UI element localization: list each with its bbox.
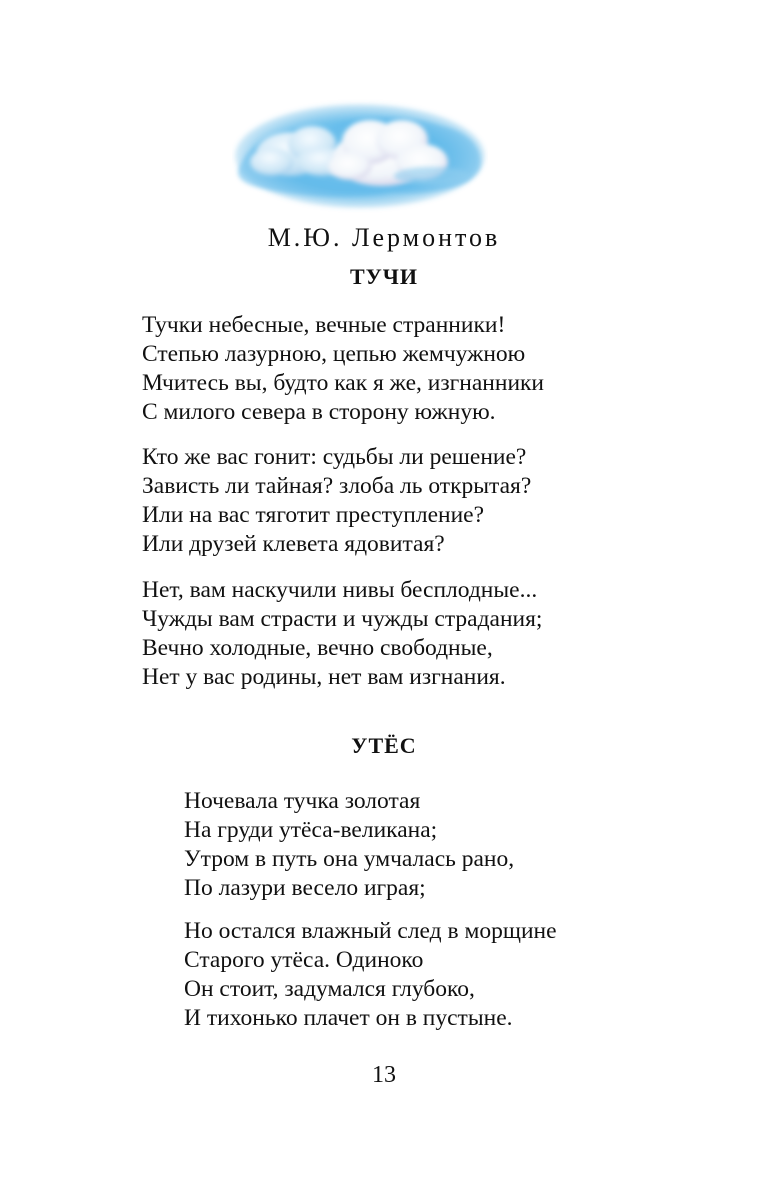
verse-line: Утром в путь она умчалась рано, [184,846,515,872]
verse-line: С милого севера в сторону южную. [142,399,496,425]
verse-line: Старого утёса. Одиноко [184,947,424,973]
poem-title: ТУЧИ [349,264,419,289]
verse-line: Он стоит, задумался глубоко, [184,976,475,1002]
verse-line: Или на вас тяготит преступление? [142,502,485,528]
verse-line: Ночевала тучка золотая [184,788,421,814]
stanza [184,787,514,903]
verse-line: Или друзей клевета ядовитая? [142,531,445,557]
verse-line: И тихонько плачет он в пустыне. [184,1005,513,1031]
verse-line: Нет, вам наскучили нивы бесплодные... [142,577,538,603]
stanza [142,576,542,692]
verse-line: Нет у вас родины, нет вам изгнания. [142,664,506,690]
stanza [184,917,557,1033]
verse-line: Зависть ли тайная? злоба ль открытая? [142,473,532,499]
author-name: М.Ю. Лермонтов [267,223,501,252]
verse-line: Кто же вас гонит: судьбы ли решение? [142,444,527,470]
verse-line: Но остался влажный след в морщине [184,918,557,944]
verse-line: Чужды вам страсти и чужды страдания; [142,606,543,632]
verse-line: Степью лазурною, цепью жемчужною [142,341,526,367]
verse-line: На груди утёса-великана; [184,817,438,843]
stanza [142,311,544,427]
verse-line: Вечно холодные, вечно свободные, [142,635,493,661]
poem-title: УТЁС [351,733,417,758]
page-number: 13 [372,1062,396,1088]
cloud-illustration-icon [232,96,488,216]
verse-line: Мчитесь вы, будто как я же, изгнанники [142,370,545,396]
verse-line: Тучки небесные, вечные странники! [142,312,506,338]
verse-line: По лазури весело играя; [184,875,426,901]
stanza [142,443,531,559]
